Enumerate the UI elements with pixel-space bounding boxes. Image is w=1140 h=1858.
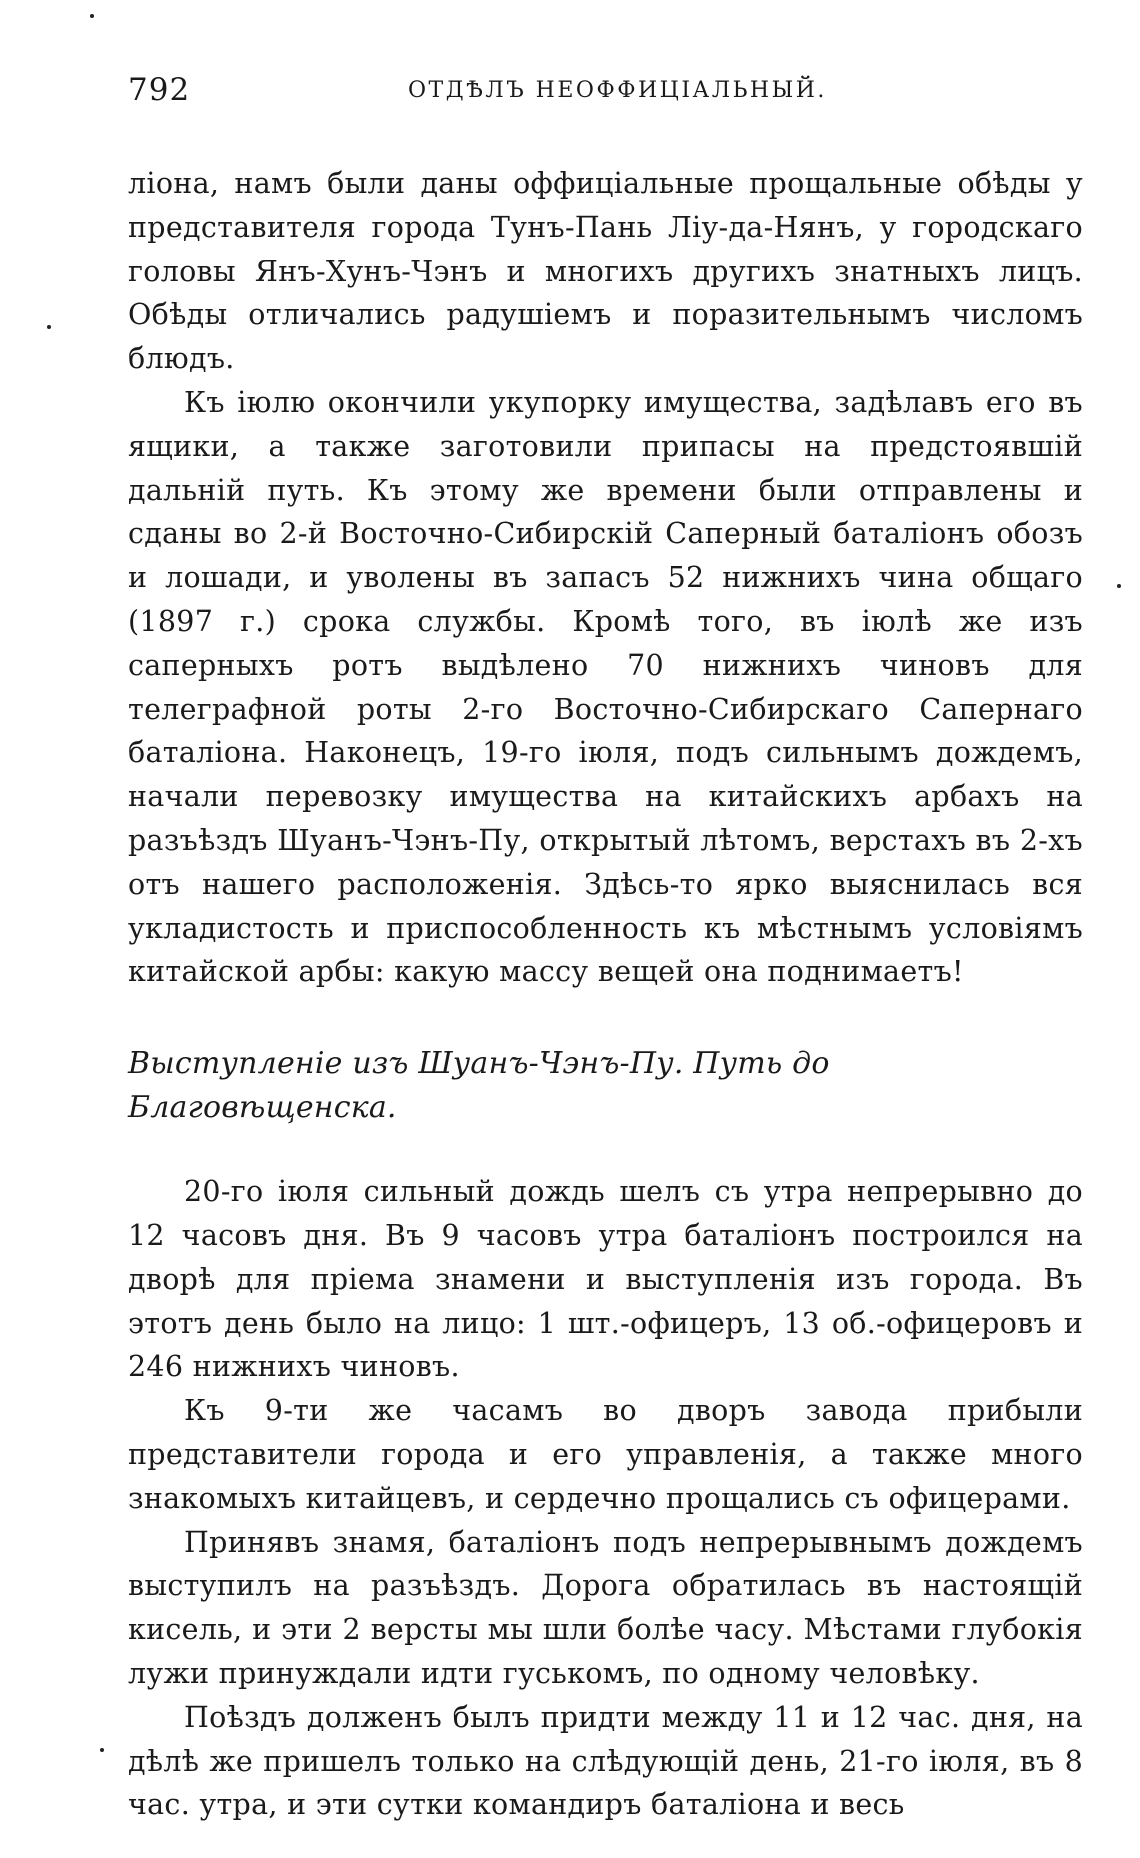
- running-title: ОТДѢЛЪ НЕОФФИЦІАЛЬНЫЙ.: [408, 78, 827, 103]
- paragraph-continued: ліона, намъ были даны оффиціальные прощальные обѣды у представителя города Тунъ-Пань Лiу-да-Нянъ, у городскаго головы Янъ-Хунъ-Чэнъ и многихъ другихъ знатныхъ лицъ. Обѣды отличались радушіемъ и поразительнымъ числомъ блюдъ.: [128, 167, 1083, 376]
- paragraph: 20-го іюля сильный дождь шелъ съ утра непрерывно до 12 часовъ дня. Въ 9 часовъ утра баталіонъ построился на дворѣ для пріема знамени и выступленія изъ города. Въ этотъ день было на лицо: 1 шт.-офицеръ, 13 об.-офицеровъ и 246 нижнихъ чиновъ.: [128, 1175, 1083, 1384]
- scan-speck: [47, 325, 51, 329]
- scan-speck: [1117, 584, 1121, 588]
- paragraph: Принявъ знамя, баталіонъ подъ непрерывнымъ дождемъ выступилъ на разъѣздъ. Дорога обратилась въ настоящій кисель, и эти 2 версты мы шли болѣе часу. Мѣстами глубокія лужи принуждали идти гуськомъ, по одному человѣку.: [128, 1525, 1083, 1690]
- page-number: 792: [128, 72, 191, 108]
- paragraph: Къ 9-ти же часамъ во дворъ завода прибыли представители города и его управленія, а также много знакомыхъ китайцевъ, и сердечно прощались съ офицерами.: [128, 1394, 1083, 1515]
- paragraph: Къ іюлю окончили укупорку имущества, задѣлавъ его въ ящики, а также заготовили припасы на предстоявшій дальній путь. Къ этому же времени были отправлены и сданы во 2-й Восточно-Сибирскій Саперный баталіонъ обозъ и лошади, и уволены въ запасъ 52 нижнихъ чина общаго (1897 г.) срока службы. Кромѣ того, въ іюлѣ же изъ саперныхъ ротъ выдѣлено 70 нижнихъ чиновъ для телеграфной роты 2-го Восточно-Сибирскаго Сапернаго баталіона. Наконецъ, 19-го іюля, подъ сильнымъ дождемъ, начали перевозку имущества на китайскихъ арбахъ на разъѣздъ Шуанъ-Чэнъ-Пу, открытый лѣтомъ, верстахъ въ 2-хъ отъ нашего расположенія. Здѣсь-то ярко выяснилась вся укладистость и приспособленность къ мѣстнымъ условіямъ китайской арбы: какую массу вещей она поднимаетъ!: [128, 385, 1083, 989]
- section-title: Выступленіе изъ Шуанъ-Чэнъ-Пу. Путь до Благовѣщенска.: [128, 1046, 830, 1126]
- scan-speck: [100, 1748, 104, 1752]
- book-page: [128, 58, 1083, 1827]
- page-header: [128, 58, 1083, 118]
- scan-speck: [90, 14, 94, 18]
- paragraph: Поѣздъ долженъ былъ придти между 11 и 12 час. дня, на дѣлѣ же пришелъ только на слѣдующій день, 21-го іюля, въ 8 час. утра, и эти сутки командиръ баталіона и весь: [128, 1700, 1083, 1822]
